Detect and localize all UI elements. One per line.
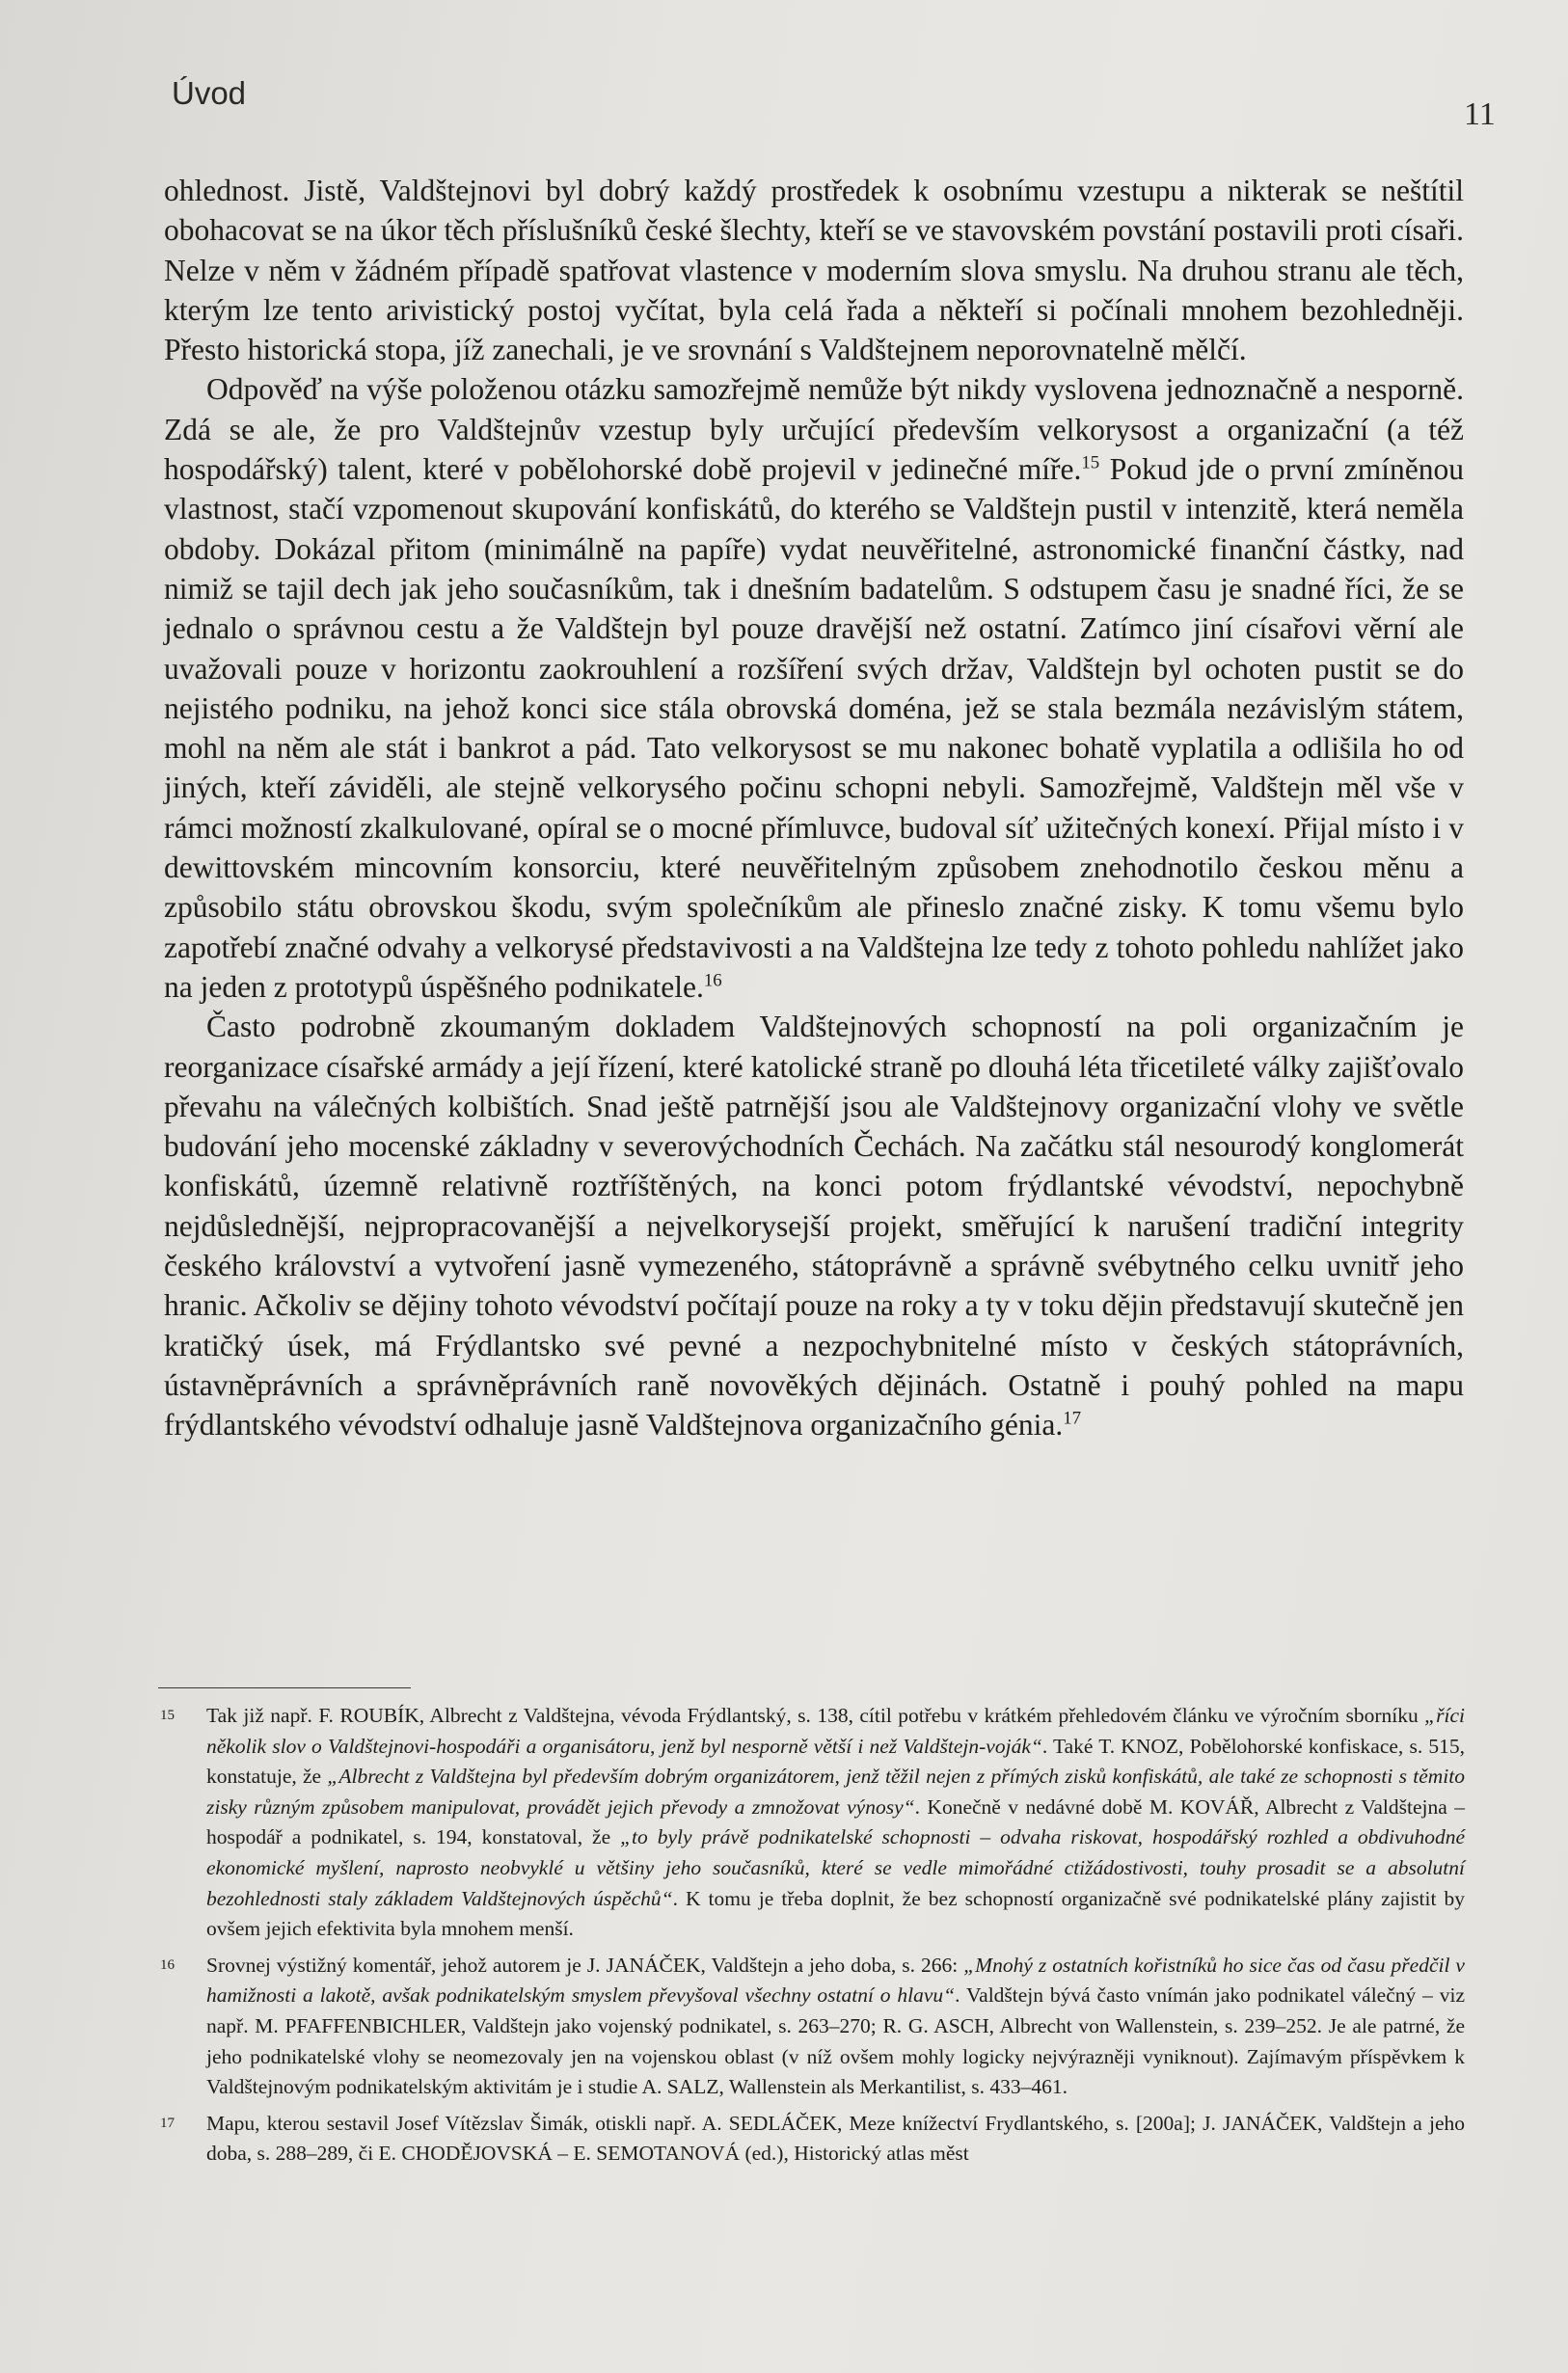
footnote-quote: „říci několik slov o Valdštejnovi-hospodáři a organisátoru, jenž byl nesporně větší i než Valdštejn-voják“	[206, 1704, 1465, 1758]
page-number: 11	[1464, 96, 1496, 132]
footnote-quote: „Mnohý z ostatních kořistníků ho sice čas od času předčil v hamižnosti a lakotě, avšak podnikatelským smyslem převyšoval všechny ostatní o hlavu“	[206, 1953, 1465, 2008]
paragraph-2-part-b: Pokud jde o první zmíněnou vlastnost, stačí vzpomenout skupování konfiskátů, do kterého se Valdštejn pustil v intenzitě, která neměla obdoby. Dokázal přitom (minimálně na papíře) vydat neuvěřitelné, astronomické finanční částky, nad nimiž se tajil dech jak jeho současníkům, tak i dnešním badatelům. S odstupem času je snadné říci, že se jednalo o správnou cestu a že Valdštejn byl pouze dravější než ostatní. Zatímco jiní císařovi věrní ale uvažovali pouze v horizontu zaokrouhlení a rozšíření svých držav, Valdštejn byl ochoten pustit se do nejistého podniku, na jehož konci sice stála obrovská doména, jež se stala bezmála nezávislým státem, mohl na něm ale stát i bankrot a pád. Tato velkorysost se mu nakonec bohatě vyplatila a odlišila ho od jiných, kteří záviděli, ale stejně velkorysého počinu schopni nebyli. Samozřejmě, Valdštejn měl vše v rámci možností zkalkulované, opíral se o mocné přímluvce, budoval síť užitečných konexí. Přijal místo i v dewittovském mincovním konsorciu, které neuvěřitelným způsobem znehodnotilo českou měnu a způsobilo státu obrovskou škodu, svým společníkům ale přineslo značné zisky. K tomu všemu bylo zapotřebí značné odvahy a velkorysé představivosti a na Valdštejna lze tedy z tohoto pohledu nahlížet jako na jeden z prototypů úspěšného podnikatele.	[164, 452, 1464, 1004]
footnote-16	[158, 1951, 1465, 2103]
footnote-ref-16[interactable]: 16	[703, 970, 722, 991]
footnote-segment: Mapu, kterou sestavil Josef Vítězslav Šimák, otiskli např. A. SEDLÁČEK, Meze knížectví Frydlantského, s. [200a]; J. JANÁČEK, Valdštejn a jeho doba, s. 288–289, či E. CHODĚJOVSKÁ – E. SEMOTANOVÁ (ed.), Historický atlas měst	[206, 2111, 1465, 2166]
paragraph-3-text: Často podrobně zkoumaným dokladem Valdštejnových schopností na poli organizačním je reorganizace císařské armády a její řízení, které katolické straně po dlouhá léta třicetileté války zajišťovalo převahu na válečných kolbištích. Snad ještě patrnější jsou ale Valdštejnovy organizační vlohy ve světle budování jeho mocenské základny v severovýchodních Čechách. Na začátku stál nesourodý konglomerát konfiskátů, územně relativně roztříštěných, na konci potom frýdlantské vévodství, nepochybně nejdůslednější, nejpropracovanější a nejvelkorysejší projekt, směřující k narušení tradiční integrity českého království a vytvoření jasně vymezeného, státoprávně a správně svébytného celku uvnitř jeho hranic. Ačkoliv se dějiny tohoto vévodství počítají pouze na roky a ty v toku dějin představují skutečně jen kratičký úsek, má Frýdlantsko své pevné a nezpochybnitelné místo v českých státoprávních, ústavněprávních a správněprávních raně novověkých dějinách. Ostatně i pouhý pohled na mapu frýdlantského vévodství odhaluje jasně Valdštejnova organizačního génia.	[164, 1010, 1464, 1443]
footnote-number: 15	[160, 1708, 175, 1723]
paragraph-1: ohlednost. Jistě, Valdštejnovi byl dobrý každý prostředek k osobnímu vzestupu a nikterak se neštítil obohacovat se na úkor těch příslušníků české šlechty, kteří se ve stavovském povstání postavili proti císaři. Nelze v něm v žádném případě spatřovat vlastence v moderním slova smyslu. Na druhou stranu ale těch, kterým lze tento arivistický postoj vyčítat, byla celá řada a někteří si počínali mnohem bezohledněji. Přesto historická stopa, jíž zanechali, je ve srovnání s Valdštejnem neporovnatelně mělčí.	[164, 174, 1464, 367]
paragraph-3	[164, 1007, 1464, 1444]
footnote-segment: . Konečně v nedávné době M. KOVÁŘ, Albrecht z Valdštejna – hospodář a podnikatel, s. 194, konstatoval, že	[206, 1794, 1466, 1849]
footnote-number: 16	[160, 1956, 175, 1973]
footnote-text	[206, 1701, 1465, 1945]
paragraph-2-part-a: Odpověď na výše položenou otázku samozřejmě nemůže být nikdy vyslovena jednoznačně a nesporně. Zdá se ale, že pro Valdštejnův vzestup byly určující především velkorysost a organizační (a též hospodářský) talent, které v pobělohorské době projevil v jedinečné míře.	[164, 372, 1464, 487]
footnote-segment: Tak již např. F. ROUBÍK, Albrecht z Valdštejna, vévoda Frýdlantský, s. 138, cítil potřebu v krátkém přehledovém článku ve výročním sborníku	[206, 1704, 1425, 1727]
footnote-text	[206, 2109, 1465, 2170]
footnote-15	[158, 1701, 1465, 1945]
footnote-segment: Srovnej výstižný komentář, jehož autorem je J. JANÁČEK, Valdštejn a jeho doba, s. 266:	[206, 1953, 964, 1977]
footnote-ref-15[interactable]: 15	[1081, 452, 1100, 473]
footnote-quote: „to byly právě podnikatelské schopnosti – odvaha riskovat, hospodářský rozhled a obdivuhodné ekonomické myšlení, naprosto neobvyklé u většiny jeho současníků, které se vedle mimořádné ctižádostivosti, touhy prosadit se a absolutní bezohlednosti staly základem Valdštejnových úspěchů“	[206, 1825, 1465, 1910]
footnote-text	[206, 1951, 1465, 2103]
running-head: Úvod	[172, 75, 247, 111]
footnote-segment: . Valdštejn bývá často vnímán jako podnikatel válečný – viz např. M. PFAFFENBICHLER, Valdštejn jako vojenský podnikatel, s. 263–270; R. G. ASCH, Albrecht von Wallenstein, s. 239–252. Je ale patrné, že jeho podnikatelské vlohy se neomezovaly jen na vojenskou oblast (v níž ovšem mohly logicky nejvýrazněji vyniknout). Zajímavým příspěvkem k Valdštejnovým podnikatelským aktivitám je i studie A. SALZ, Wallenstein als Merkantilist, s. 433–461.	[206, 1983, 1465, 2099]
main-text	[164, 171, 1464, 1445]
footnote-quote: „Albrecht z Valdštejna byl především dobrým organizátorem, jenž těžil nejen z přímých zisků konfiskátů, ale také ze schopnosti s těmito zisky různým způsobem manipulovat, provádět jejich převody a zmnožovat výnosy“	[206, 1765, 1465, 1819]
footnotes	[158, 1701, 1465, 2175]
footnote-ref-17[interactable]: 17	[1063, 1408, 1082, 1429]
footnote-separator	[158, 1687, 411, 1688]
paragraph-2	[164, 369, 1464, 1007]
footnote-17	[158, 2109, 1465, 2170]
footnote-segment: . Také T. KNOZ, Pobělohorské konfiskace, s. 515, konstatuje, že	[206, 1734, 1465, 1789]
footnote-segment: . K tomu je třeba doplnit, že bez schopností organizačně své podnikatelské plány zajistit by ovšem jejich efektivita byla mnohem menší.	[206, 1886, 1465, 1941]
footnote-number: 17	[160, 2115, 175, 2131]
